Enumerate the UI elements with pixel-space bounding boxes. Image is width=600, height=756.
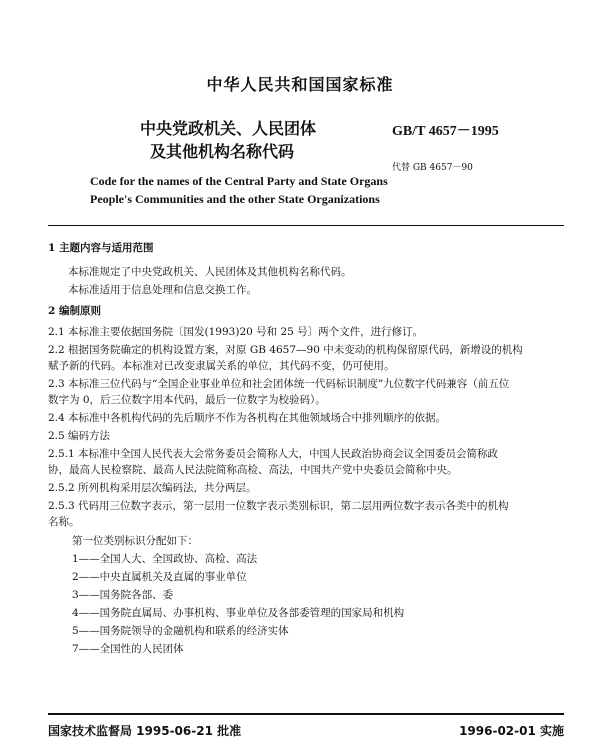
approval-line: 国家技术监督局 1995-06-21 批准	[48, 724, 242, 738]
title-line-1: 中央党政机关、人民团体	[140, 119, 317, 138]
clause-2-1: 2.1 本标准主要依据国务院〔国发(1993)20 号和 25 号〕两个文件，进行修订。	[48, 326, 424, 338]
standard-code: GB/T 4657－1995	[392, 124, 499, 139]
clause-2-5: 2.5 编码方法	[48, 430, 111, 442]
clause-2-5-1-line-2: 协，最高人民检察院、最高人民法院简称高检、高法，中国共产党中央委员会简称中央。	[48, 464, 458, 476]
list-item: 1——全国人大、全国政协、高检、高法	[72, 553, 258, 565]
top-divider	[48, 225, 564, 226]
clause-2-2-line-1: 2.2 根据国务院确定的机构设置方案，对原 GB 4657—90 中未变动的机构保留原代码，新增设的机构	[48, 344, 523, 356]
clause-2-5-2: 2.5.2 所列机构采用层次编码法，共分两层。	[48, 482, 257, 494]
section-1-paragraph-2: 本标准适用于信息处理和信息交换工作。	[68, 284, 257, 296]
clause-2-5-3-line-1: 2.5.3 代码用三位数字表示，第一层用一位数字表示类别标识，第二层用两位数字表示各类中的机构	[48, 500, 509, 512]
clause-2-2-line-2: 赋予新的代码。本标准对已改变隶属关系的单位，其代码不变，仍可使用。	[48, 360, 395, 372]
clause-2-5-3-line-2: 名称。	[48, 516, 80, 528]
clause-2-3-line-2: 数字为 0，后三位数字用本代码，最后一位数字为校验码）。	[48, 394, 326, 406]
implementation-date: 1996-02-01 实施	[459, 724, 564, 738]
english-title-line-1: Code for the names of the Central Party and State Organs	[90, 174, 388, 188]
english-title-line-2: People's Communities and the other State Organizations	[90, 192, 380, 206]
clause-2-4: 2.4 本标准中各机构代码的先后顺序不作为各机构在其他领域场合中排列顺序的依据。	[48, 412, 447, 424]
section-1-paragraph-1: 本标准规定了中央党政机关、人民团体及其他机构名称代码。	[68, 266, 352, 278]
list-item: 3——国务院各部、委	[72, 589, 174, 601]
title-line-2: 及其他机构名称代码	[150, 142, 295, 161]
replaces-note: 代替 GB 4657－90	[392, 163, 473, 173]
list-item: 2——中央直属机关及直属的事业单位	[72, 571, 247, 583]
first-digit-intro: 第一位类别标识分配如下：	[72, 535, 198, 547]
list-item: 5——国务院领导的金融机构和联系的经济实体	[72, 625, 289, 637]
list-item: 4——国务院直属局、办事机构、事业单位及各部委管理的国家局和机构	[72, 607, 405, 619]
bottom-divider	[48, 713, 564, 715]
section-1-heading: 1 主题内容与适用范围	[48, 242, 154, 254]
clause-2-3-line-1: 2.3 本标准三位代码与“全国企业事业单位和社会团体统一代码标识制度”九位数字代码兼容（前五位	[48, 378, 510, 390]
standard-category: 中华人民共和国国家标准	[206, 75, 394, 94]
clause-2-5-1-line-1: 2.5.1 本标准中全国人民代表大会常务委员会简称人大，中国人民政治协商会议全国委员会简称政	[48, 448, 499, 460]
section-2-heading: 2 编制原则	[48, 305, 101, 317]
list-item: 7——全国性的人民团体	[72, 643, 184, 655]
